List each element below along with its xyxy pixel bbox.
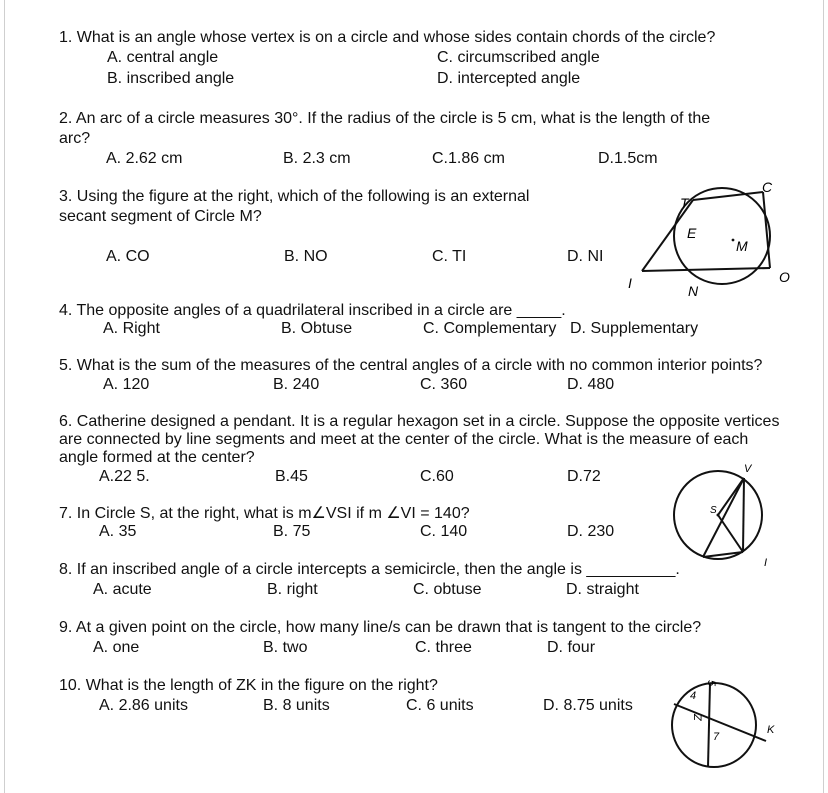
q1-text: 1. What is an angle whose vertex is on a circle and whose sides contain chords of the circle? — [59, 29, 716, 46]
q3-choice-c: C. TI — [432, 248, 467, 265]
label-v: V — [744, 463, 752, 475]
q8-choice-d: D. straight — [566, 581, 639, 598]
circle-zk-figure — [668, 670, 788, 780]
q1-choice-c: C. circumscribed angle — [437, 49, 600, 66]
q1-choice-d: D. intercepted angle — [437, 70, 581, 87]
q10-text: 10. What is the length of ZK in the figure on the right? — [59, 677, 438, 694]
chord-5-7 — [708, 683, 710, 767]
label-t: T — [680, 195, 689, 211]
q9-text: 9. At a given point on the circle, how many line/s can be drawn that is tangent to the circle? — [59, 619, 702, 636]
label-c: C — [762, 179, 773, 195]
label-m: M — [736, 238, 748, 254]
q6-text-cont1: are connected by line segments and meet at the center of the circle. What is the measure of each — [59, 431, 749, 448]
q8-choice-a: A. acute — [93, 581, 152, 598]
q8-text: 8. If an inscribed angle of a circle intercepts a semicircle, then the angle is __________. — [59, 561, 680, 578]
label-e: E — [687, 225, 697, 241]
q7-text: 7. In Circle S, at the right, what is m∠VSI if m ∠VI = 140? — [59, 505, 470, 522]
label-n: N — [688, 283, 699, 298]
q2-text: 2. An arc of a circle measures 30°. If the radius of the circle is 5 cm, what is the length of the — [59, 110, 711, 127]
circle-s-figure — [668, 460, 778, 570]
radius-si — [718, 515, 743, 552]
q6-text-cont2: angle formed at the center? — [59, 449, 255, 466]
q6-choice-b: B.45 — [275, 468, 308, 485]
q3-text-cont: secant segment of Circle M? — [59, 208, 262, 225]
q4-text: 4. The opposite angles of a quadrilateral inscribed in a circle are _____. — [59, 302, 566, 319]
q10-choice-b: B. 8 units — [263, 697, 330, 714]
q9-choice-b: B. two — [263, 639, 308, 656]
q8-choice-b: B. right — [267, 581, 318, 598]
q3-choice-a: A. CO — [106, 248, 150, 265]
q7-choice-c: C. 140 — [420, 523, 468, 540]
q5-choice-c: C. 360 — [420, 376, 468, 393]
q8-choice-c: C. obtuse — [413, 581, 482, 598]
q2-text-cont: arc? — [59, 130, 91, 147]
q10-choice-d: D. 8.75 units — [543, 697, 633, 714]
label-5: 5 — [705, 680, 717, 687]
q4-choice-c: C. Complementary — [423, 320, 557, 337]
q5-choice-a: A. 120 — [103, 376, 150, 393]
center-m-dot — [732, 239, 735, 242]
q3-choice-d: D. NI — [567, 248, 604, 265]
q7-choice-d: D. 230 — [567, 523, 615, 540]
q5-choice-b: B. 240 — [273, 376, 320, 393]
q6-choice-d: D.72 — [567, 468, 601, 485]
q9-choice-c: C. three — [415, 639, 472, 656]
circle-zk-circle — [672, 683, 756, 767]
radius-sv — [718, 478, 744, 515]
q3-choice-b: B. NO — [284, 248, 328, 265]
q5-text: 5. What is the sum of the measures of the central angles of a circle with no common interior points? — [59, 357, 763, 374]
q2-choice-c: C.1.86 cm — [432, 150, 505, 167]
q1-choice-b: B. inscribed angle — [107, 70, 235, 87]
q4-choice-b: B. Obtuse — [281, 320, 353, 337]
label-4: 4 — [690, 690, 697, 702]
q2-choice-d: D.1.5cm — [598, 150, 658, 167]
q9-choice-a: A. one — [93, 639, 140, 656]
label-o: O — [779, 269, 790, 285]
circle-m-figure — [625, 178, 815, 298]
label-i-s: I — [764, 557, 768, 569]
q2-choice-a: A. 2.62 cm — [106, 150, 183, 167]
q5-choice-d: D. 480 — [567, 376, 615, 393]
q6-choice-c: C.60 — [420, 468, 454, 485]
q10-choice-c: C. 6 units — [406, 697, 474, 714]
label-i: I — [628, 275, 632, 291]
q1-choice-a: A. central angle — [107, 49, 219, 66]
chord-v-i — [743, 478, 744, 552]
q2-choice-b: B. 2.3 cm — [283, 150, 351, 167]
q4-choice-a: A. Right — [103, 320, 160, 337]
q6-choice-a: A.22 5. — [99, 468, 150, 485]
label-z: Z — [691, 714, 703, 721]
q7-choice-b: B. 75 — [273, 523, 311, 540]
label-s: S — [710, 505, 717, 516]
secant-ni — [642, 268, 770, 271]
label-k: K — [767, 724, 775, 736]
q6-text: 6. Catherine designed a pendant. It is a regular hexagon set in a circle. Suppose the opposite vertices — [59, 413, 780, 430]
q3-text: 3. Using the figure at the right, which of the following is an external — [59, 188, 530, 205]
q9-choice-d: D. four — [547, 639, 596, 656]
label-7: 7 — [713, 731, 720, 743]
q10-choice-a: A. 2.86 units — [99, 697, 188, 714]
q7-choice-a: A. 35 — [99, 523, 137, 540]
center-s-dot — [717, 514, 720, 517]
q4-choice-d: D. Supplementary — [570, 320, 699, 337]
